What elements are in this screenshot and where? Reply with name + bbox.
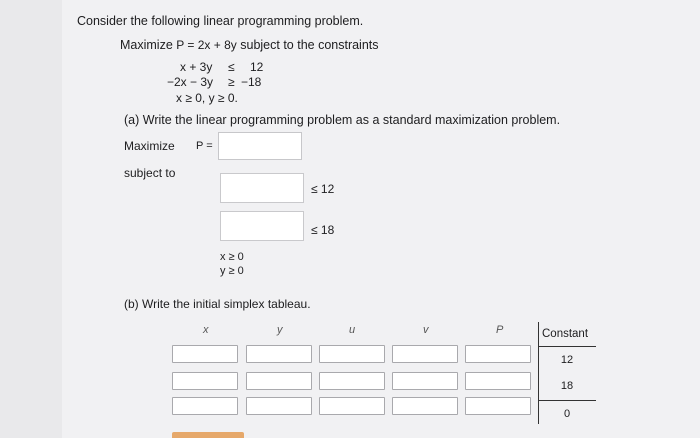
objective-line (120, 38, 379, 52)
objective-suffix: subject to the constraints (236, 38, 379, 52)
constant-header: Constant (542, 328, 589, 340)
constraint1-bound: ≤ 12 (311, 182, 335, 196)
column-header-x: x (203, 324, 209, 336)
constraint2-input[interactable] (220, 211, 304, 241)
x-nonneg: x ≥ 0 (220, 251, 244, 263)
constraint2-rhs: −18 (241, 75, 262, 89)
constraint2-bound: ≤ 18 (311, 223, 335, 237)
header-divider (538, 346, 596, 347)
column-header-p: P (496, 324, 504, 336)
tableau-cell-r2-x[interactable] (172, 372, 238, 390)
nonnegativity-constraints: x ≥ 0, y ≥ 0. (176, 91, 238, 105)
part-b-prompt: (b) Write the initial simplex tableau. (124, 297, 311, 311)
constraint1-lhs: x + 3y (180, 60, 213, 74)
problem-intro: Consider the following linear programming problem. (77, 14, 364, 28)
tableau-cell-r1-p[interactable] (465, 345, 531, 363)
constraint1-input[interactable] (220, 173, 304, 203)
tableau-cell-r2-u[interactable] (319, 372, 385, 390)
column-header-y: y (277, 324, 283, 336)
tableau-cell-r1-x[interactable] (172, 345, 238, 363)
constant-row3: 0 (563, 408, 571, 420)
objective-input[interactable] (218, 132, 302, 160)
y-nonneg: y ≥ 0 (220, 265, 244, 277)
constraint1-relation: ≤ (228, 60, 235, 74)
constraint1-rhs: 12 (250, 60, 264, 74)
objective-prefix: Maximize (120, 38, 177, 52)
part-a-prompt: (a) Write the linear programming problem as a standard maximization problem. (124, 113, 561, 127)
tableau-cell-r2-y[interactable] (246, 372, 312, 390)
tableau-cell-r1-y[interactable] (246, 345, 312, 363)
subject-to-label: subject to (124, 166, 176, 180)
constraint2-lhs: −2x − 3y (167, 75, 214, 89)
tableau-cell-r3-x[interactable] (172, 397, 238, 415)
constant-row2: 18 (560, 380, 574, 392)
tableau-cell-r3-p[interactable] (465, 397, 531, 415)
tableau-cell-r1-v[interactable] (392, 345, 458, 363)
column-header-v: v (423, 324, 429, 336)
maximize-label: Maximize (124, 139, 175, 153)
tableau-cell-r2-v[interactable] (392, 372, 458, 390)
constraint2-relation: ≥ (228, 75, 235, 89)
objective-expression: P = 2x + 8y (176, 38, 237, 52)
tableau-cell-r2-p[interactable] (465, 372, 531, 390)
tableau-cell-r3-u[interactable] (319, 397, 385, 415)
tableau-cell-r1-u[interactable] (319, 345, 385, 363)
tableau-cell-r3-v[interactable] (392, 397, 458, 415)
objective-row-divider (538, 400, 596, 401)
column-header-u: u (349, 324, 356, 336)
partial-button-edge[interactable] (172, 432, 244, 438)
tableau-cell-r3-y[interactable] (246, 397, 312, 415)
constant-row1: 12 (560, 354, 574, 366)
p-equals-label: P = (196, 140, 213, 152)
